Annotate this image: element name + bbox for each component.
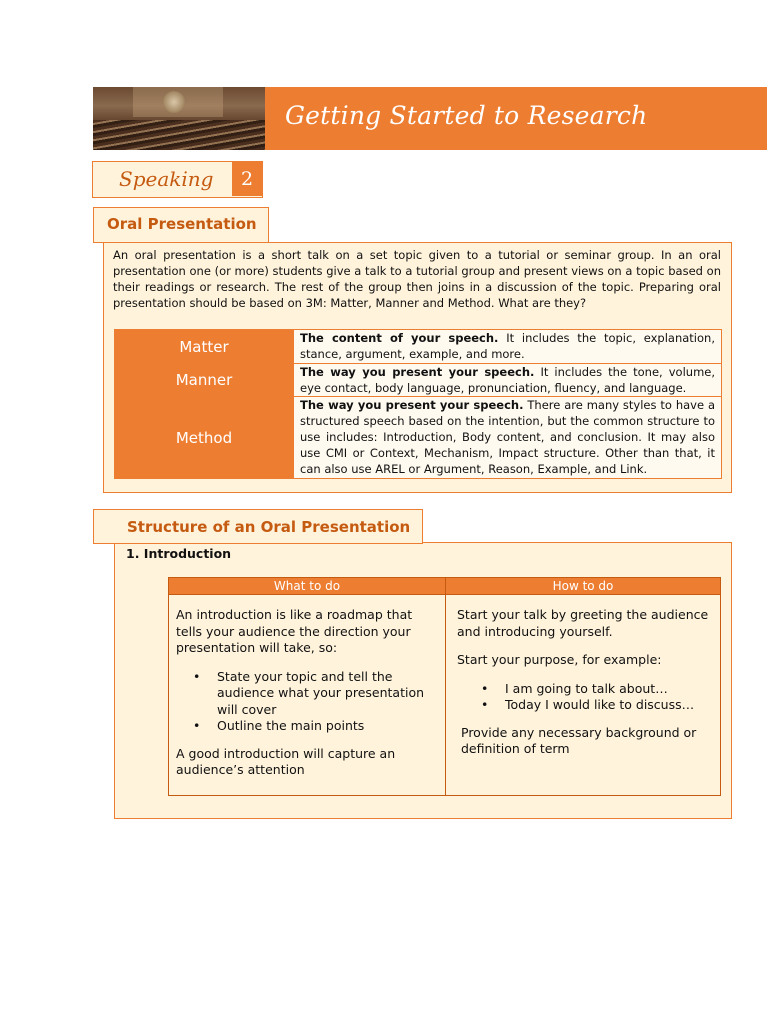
how-paragraph: Provide any necessary background or definition of term [461, 724, 697, 756]
oral-presentation-heading: Oral Presentation [93, 207, 269, 243]
m-desc-lead: The way you present your speech. [300, 398, 524, 412]
what-bullet-list [176, 669, 437, 735]
introduction-heading: 1. Introduction [126, 546, 232, 561]
column-header-what: What to do [169, 578, 446, 595]
introduction-table [168, 577, 721, 796]
unit-tag [92, 161, 263, 198]
m-desc-manner [294, 364, 722, 397]
how-paragraph: Start your purpose, for example: [457, 652, 662, 667]
list-item: • I am going to talk about… [505, 681, 712, 698]
m-desc-text: There are many styles to have a structured speech based on the intention, but the common structure to use includes: Introduction, Body content, and conclusion. It may also use CMI or Context, Mechanism, Impact structure. Other than that, it can also use AREL or Argument, Reason, Example, and Link. [300, 398, 715, 476]
table-row [169, 595, 721, 796]
m-label-manner: Manner [115, 364, 294, 397]
how-to-do-cell [446, 595, 721, 796]
emblem-icon [163, 91, 185, 113]
what-paragraph: A good introduction will capture an audience’s attention [176, 745, 396, 777]
m-desc-method [294, 397, 722, 479]
table-header-row [169, 578, 721, 595]
hall-seating-rows [93, 120, 265, 150]
unit-label: Speaking [119, 167, 214, 191]
m-label-matter: Matter [115, 330, 294, 364]
unit-number: 2 [232, 162, 262, 196]
what-paragraph: An introduction is like a roadmap that tells your audience the direction your presentation will take, so: [176, 607, 413, 655]
structure-heading: Structure of an Oral Presentation [93, 509, 423, 544]
list-item: • Outline the main points [217, 718, 437, 735]
m-desc-lead: The way you present your speech. [300, 365, 535, 379]
m-desc-lead: The content of your speech. [300, 331, 499, 345]
how-bullet-list [457, 681, 712, 714]
table-row [115, 330, 722, 364]
header-banner [93, 87, 767, 150]
table-row [115, 364, 722, 397]
assembly-hall-photo [93, 87, 265, 150]
list-item: • State your topic and tell the audience what your presentation will cover [217, 669, 437, 719]
m-desc-matter [294, 330, 722, 364]
what-to-do-cell [169, 595, 446, 796]
m-desc-text: It includes the tone, volume, eye contact, body language, pronunciation, fluency, and language. [300, 365, 716, 395]
intro-paragraph: An oral presentation is a short talk on a set topic given to a tutorial or seminar group. In an oral presentation one (or more) students give a talk to a tutorial group and present views on a topic based on their readings or research. The rest of the group then joins in a discussion of the topic. Preparing oral presentation should be based on 3M: Matter, Manner and Method. What are they? [113, 248, 721, 310]
table-row [115, 397, 722, 479]
column-header-how: How to do [446, 578, 721, 595]
how-paragraph: Start your talk by greeting the audience and introducing yourself. [457, 607, 709, 639]
page-title: Getting Started to Research [285, 101, 648, 130]
list-item: • Today I would like to discuss… [505, 697, 712, 714]
m-label-method: Method [115, 397, 294, 479]
m-desc-text: It includes the topic, explanation, stance, argument, example, and more. [300, 331, 715, 361]
three-m-table [114, 329, 722, 479]
